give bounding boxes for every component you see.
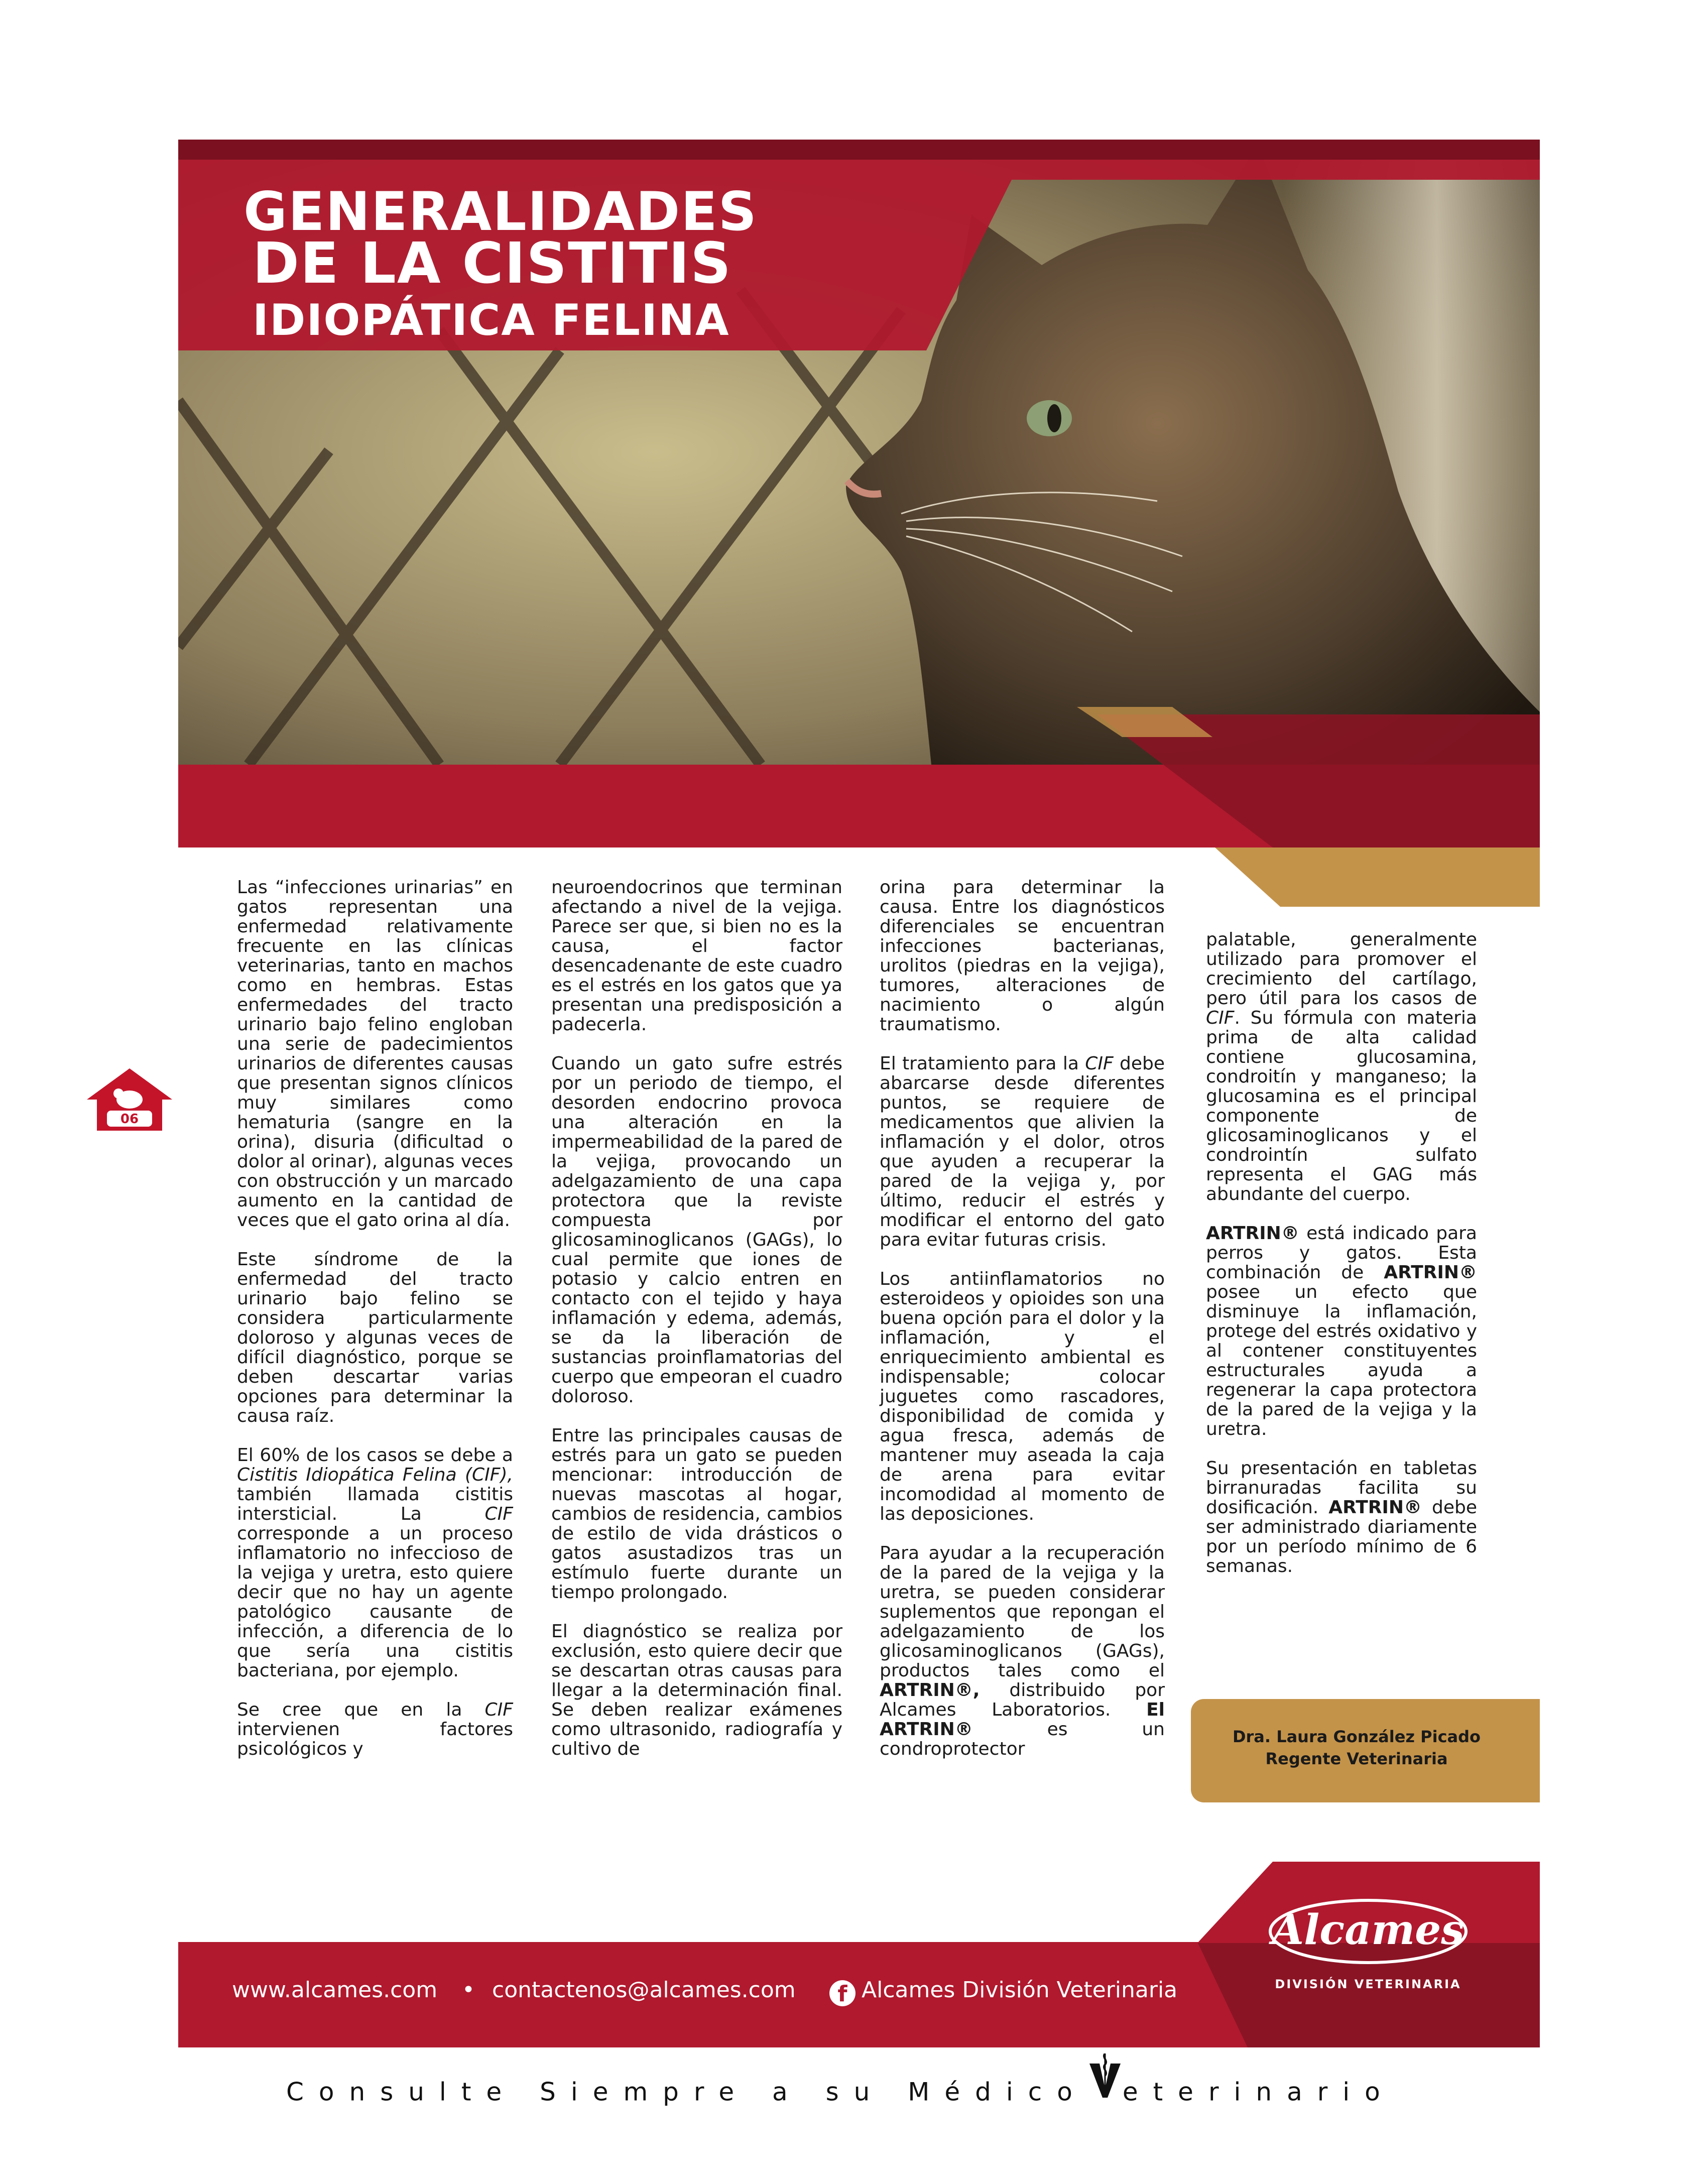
paragraph bbox=[1206, 930, 1477, 1204]
title-line-3: IDIOPÁTICA FELINA bbox=[253, 295, 730, 345]
italic-term: CIF bbox=[484, 1504, 513, 1524]
page-badge bbox=[84, 1064, 175, 1135]
text-run: El 60% de los casos se debe a bbox=[237, 1445, 513, 1466]
paragraph: neuroendocrinos que terminan afectando a nivel de la vejiga. Parece ser que, si bien no es la causa, el factor desencadenante de este cuadro es el estrés en los gatos que ya presentan una predisposición a padecerla. bbox=[551, 877, 842, 1035]
author-name: Dra. Laura González Picado bbox=[1232, 1727, 1481, 1746]
paragraph: Los antiinflamatorios no esteroideos y opioides son una buena opción para el dolor y la inflamación, y el enriquecimiento ambiental es indispensable; colocar juguetes como rascadores, disponibilidad de comida y agua fresca, además de mantener muy aseada la caja de arena para evitar incomodidad al momento de las deposiciones. bbox=[880, 1269, 1165, 1524]
consult-text-end: eterinario bbox=[1122, 2077, 1395, 2107]
text-run: es un condroprotector bbox=[880, 1719, 1165, 1759]
text-run: Para ayudar a la recuperación de la pared de la vejiga y la uretra, se pueden considerar suplementos que repongan el adelgazamiento de los glicosaminoglicanos (GAGs), productos tales como el bbox=[880, 1543, 1165, 1681]
text-run: también llamada cistitis intersticial. La bbox=[237, 1484, 513, 1524]
article-column-3 bbox=[880, 878, 1165, 1759]
paragraph bbox=[1206, 1224, 1477, 1439]
text-run: corresponde a un proceso inflamatorio no infeccioso de la vejiga y uretra, esto quiere decir que no hay un agente patológico causante de infección, a diferencia de lo que sería una cistitis bacteriana, por ejemplo. bbox=[237, 1523, 513, 1681]
italic-term: CIF bbox=[1206, 1008, 1235, 1028]
paragraph: Entre las principales causas de estrés para un gato se pueden mencionar: introducción de nuevas mascotas al hogar, cambios de residencia, cambios de estilo de vida drásticos o gatos asustadizos tras un estímulo fuerte durante un tiempo prolongado. bbox=[551, 1425, 842, 1603]
text-run: distribuido por Alcames Laboratorios. bbox=[880, 1680, 1165, 1720]
gold-wedge bbox=[1215, 847, 1540, 907]
text-run: palatable, generalmente utilizado para promover el crecimiento del cartílago, pero útil para los casos de bbox=[1206, 929, 1477, 1009]
footer-facebook[interactable]: Alcames División Veterinaria bbox=[862, 1977, 1178, 2003]
text-run: debe abarcarse desde diferentes puntos, se requiere de medicamentos que alivien la inflamación y el dolor, otros que ayuden a recuperar la pared de la vejiga y, por último, reducir el estrés y modificar el entorno del gato para evitar futuras crisis. bbox=[880, 1053, 1165, 1250]
italic-term: Cistitis Idiopática Felina (CIF), bbox=[237, 1465, 513, 1485]
text-run: Su presentación en tabletas birranuradas facilita su dosificación. bbox=[1206, 1458, 1477, 1518]
text-run: El tratamiento para la bbox=[880, 1053, 1085, 1074]
consult-text: Consulte Siempre a su Médico bbox=[286, 2077, 1087, 2107]
footer-email[interactable]: contactenos@alcames.com bbox=[492, 1977, 796, 2003]
paragraph bbox=[880, 1054, 1165, 1250]
paragraph: Este síndrome de la enfermedad del tracto urinario bajo felino se considera particularmente doloroso y algunas veces de difícil diagnóstico, porque se deben descartar varias opciones para determinar la causa raíz. bbox=[237, 1249, 513, 1426]
text-run: . Su fórmula con materia prima de alta calidad contiene glucosamina, condroitín y manganeso; la glucosamina es el principal componente de glicosaminoglicanos y el condrointín sulfato representa el GAG más abundante del cuerpo. bbox=[1206, 1008, 1477, 1204]
bold-term: ARTRIN®, bbox=[880, 1680, 980, 1701]
hero-banner bbox=[178, 140, 1540, 847]
veterinary-v-icon bbox=[1087, 2074, 1123, 2114]
consult-veterinarian-line bbox=[286, 2074, 1441, 2114]
text-run: posee un efecto que disminuye la inflamación, protege del estrés oxidativo y al contener constituyentes estructurales ayuda a regenerar la capa protectora de la pared de la vejiga y la uretra. bbox=[1206, 1282, 1477, 1439]
article-column-4 bbox=[1206, 930, 1477, 1576]
paragraph: El diagnóstico se realiza por exclusión, esto quiere decir que se descartan otras causas para llegar a la determinación final. Se deben realizar exámenes como ultrasonido, radiografía y cultivo de bbox=[551, 1621, 842, 1759]
bold-term: ARTRIN® bbox=[1384, 1262, 1477, 1283]
paragraph bbox=[237, 1700, 513, 1759]
paragraph: Cuando un gato sufre estrés por un periodo de tiempo, el desorden endocrino provoca una alteración en la impermeabilidad de la pared de la vejiga, provocando un adelgazamiento de una capa protectora que la reviste compuesta por glicosaminoglicanos (GAGs), lo cual permite que iones de potasio y calcio entren en contacto con el tejido y haya inflamación y edema, además, se da la liberación de sustancias proinflamatorias del cuerpo que empeoran el cuadro doloroso. bbox=[551, 1053, 842, 1407]
author-role: Regente Veterinaria bbox=[1265, 1749, 1448, 1768]
paragraph: Las “infecciones urinarias” en gatos representan una enfermedad relativamente frecuente en las clínicas veterinarias, tanto en machos como en hembras. Estas enfermedades del tracto urinario bajo felino engloban una serie de padecimientos urinarios de diferentes causas que presentan signos clínicos muy similares como hematuria (sangre en la orina), disuria (dificultad o dolor al orinar), algunas veces con obstrucción y un marcado aumento en la cantidad de veces que el gato orina al día. bbox=[237, 877, 513, 1231]
footer-website[interactable]: www.alcames.com bbox=[232, 1977, 438, 2003]
italic-term: CIF bbox=[1085, 1053, 1114, 1074]
article-column-2 bbox=[551, 878, 842, 1759]
top-dark-strip bbox=[178, 140, 1540, 160]
bold-term: ARTRIN® bbox=[1328, 1497, 1422, 1518]
title-line-2: DE LA CISTITIS bbox=[253, 231, 732, 296]
text-run: Se cree que en la bbox=[237, 1700, 485, 1720]
italic-term: CIF bbox=[484, 1700, 513, 1720]
paragraph bbox=[237, 1445, 513, 1680]
text-run: está indicado para perros y gatos. Esta combinación de bbox=[1206, 1223, 1477, 1283]
paragraph bbox=[1206, 1459, 1477, 1576]
paragraph bbox=[880, 1543, 1165, 1759]
bold-term: El ARTRIN® bbox=[880, 1700, 1165, 1740]
title-line-1: GENERALIDADES bbox=[243, 181, 758, 243]
author-box bbox=[1191, 1699, 1540, 1802]
facebook-icon[interactable]: f bbox=[829, 1980, 856, 2006]
bold-term: ARTRIN® bbox=[1206, 1223, 1299, 1244]
logo-subtitle: DIVISIÓN VETERINARIA bbox=[1275, 1977, 1461, 1991]
footer-separator: • bbox=[462, 1977, 475, 2003]
logo-text: Alcames bbox=[1272, 1906, 1465, 1954]
text-run: intervienen factores psicológicos y bbox=[237, 1719, 513, 1759]
page-number: 06 bbox=[120, 1112, 139, 1127]
paragraph: orina para determinar la causa. Entre los diagnósticos diferenciales se encuentran infecciones bacterianas, urolitos (piedras en la vejiga), tumores, alteraciones de nacimiento o algún traumatismo. bbox=[880, 877, 1165, 1035]
alcames-logo bbox=[1265, 1894, 1471, 1969]
article-column-1 bbox=[237, 878, 513, 1759]
text-run: debe ser administrado diariamente por un período mínimo de 6 semanas. bbox=[1206, 1497, 1477, 1577]
cat-pupil bbox=[1047, 404, 1061, 432]
